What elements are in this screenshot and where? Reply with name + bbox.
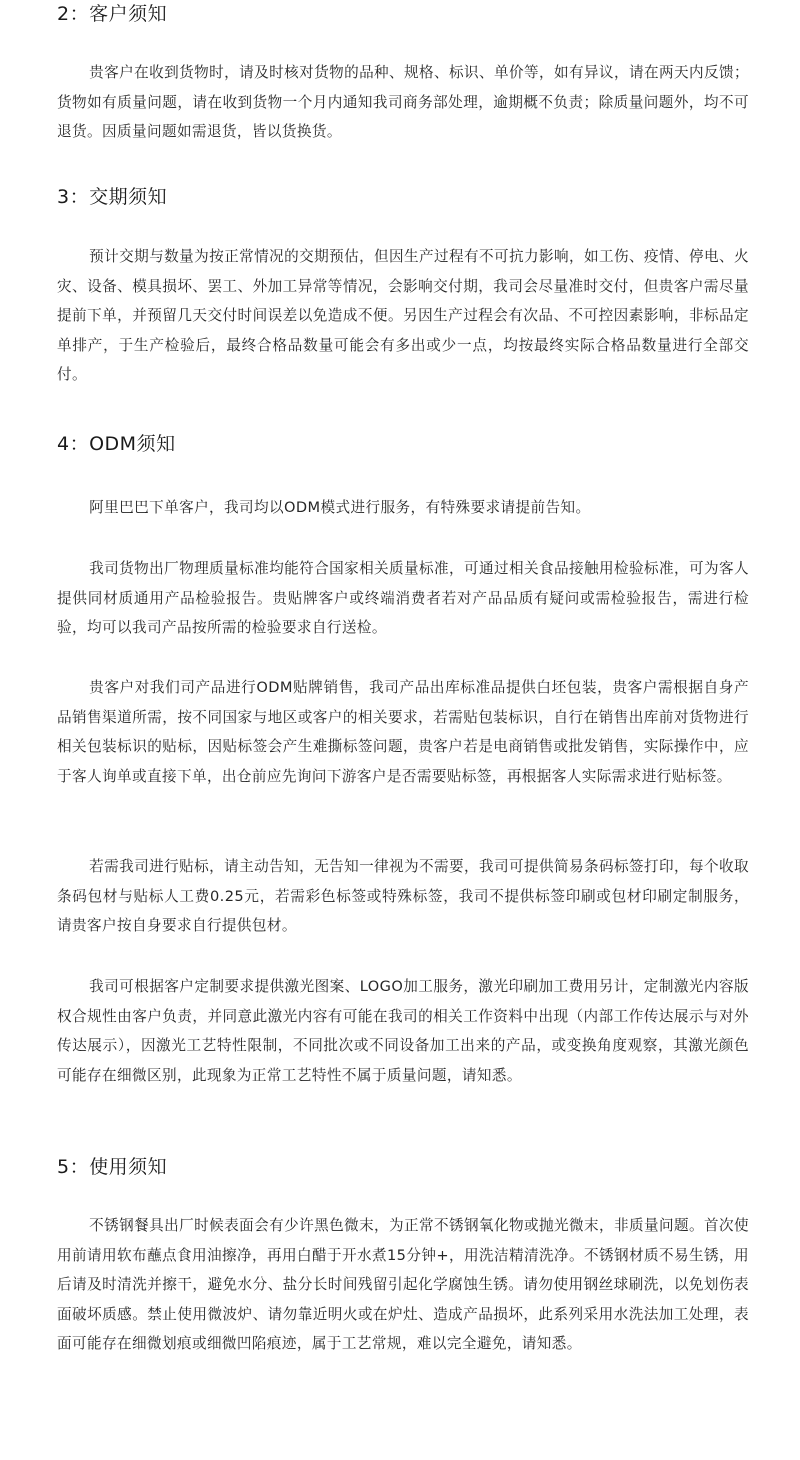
section-paragraph: 贵客户对我们司产品进行ODM贴牌销售，我司产品出库标准品提供白坯包装，贵客户需根据自身产品销售渠道所需，按不同国家与地区或客户的相关要求，若需贴包装标识，自行在销售出库前对货物进行相关包装标识的贴标，因贴标签会产生难撕标签问题，贵客户若是电商销售或批发销售，实际操作中，应于客人询单或直接下单，出仓前应先询问下游客户是否需要贴标签，再根据客人实际需求进行贴标签。 xyxy=(57,679,749,785)
section-paragraph: 贵客户在收到货物时，请及时核对货物的品种、规格、标识、单价等，如有异议，请在两天内反馈；货物如有质量问题，请在收到货物一个月内通知我司商务部处理，逾期概不负责；除质量问题外，均不可退货。因质量问题如需退货，皆以货换货。 xyxy=(57,64,749,140)
section-heading: 3：交期须知 xyxy=(57,186,168,208)
section-heading: 4：ODM须知 xyxy=(57,433,176,455)
section-heading: 2：客户须知 xyxy=(57,3,168,25)
section-paragraph: 我司货物出厂物理质量标准均能符合国家相关质量标准，可通过相关食品接触用检验标准，可为客人提供同材质通用产品检验报告。贵贴牌客户或终端消费者若对产品品质有疑问或需检验报告，需进行检验，均可以我司产品按所需的检验要求自行送检。 xyxy=(57,560,749,636)
section-paragraph: 预计交期与数量为按正常情况的交期预估，但因生产过程有不可抗力影响，如工伤、疫情、停电、火灾、设备、模具损坏、罢工、外加工异常等情况，会影响交付期，我司会尽量准时交付，但贵客户需尽量提前下单，并预留几天交付时间误差以免造成不便。另因生产过程会有次品、不可控因素影响，非标品定单排产，于生产检验后，最终合格品数量可能会有多出或少一点，均按最终实际合格品数量进行全部交付。 xyxy=(57,248,749,383)
section-paragraph: 若需我司进行贴标，请主动告知，无告知一律视为不需要，我司可提供简易条码标签打印，每个收取条码包材与贴标人工费0.25元，若需彩色标签或特殊标签，我司不提供标签印刷或包材印刷定制服务，请贵客户按自身要求自行提供包材。 xyxy=(57,858,749,934)
section-heading: 5：使用须知 xyxy=(57,1156,168,1178)
section-paragraph: 阿里巴巴下单客户，我司均以ODM模式进行服务，有特殊要求请提前告知。 xyxy=(89,499,591,516)
section-paragraph: 我司可根据客户定制要求提供激光图案、LOGO加工服务，激光印刷加工费用另计，定制激光内容版权合规性由客户负责，并同意此激光内容有可能在我司的相关工作资料中出现（内部工作传达展示与对外传达展示），因激光工艺特性限制，不同批次或不同设备加工出来的产品，或变换角度观察，其激光颜色可能存在细微区别，此现象为正常工艺特性不属于质量问题，请知悉。 xyxy=(57,978,749,1084)
section-paragraph: 不锈钢餐具出厂时候表面会有少许黑色微末，为正常不锈钢氧化物或抛光微末，非质量问题。首次使用前请用软布蘸点食用油擦净，再用白醋于开水煮15分钟+，用洗洁精清洗净。不锈钢材质不易生锈，用后请及时清洗并擦干，避免水分、盐分长时间残留引起化学腐蚀生锈。请勿使用钢丝球刷洗，以免划伤表面破坏质感。禁止使用微波炉、请勿靠近明火或在炉灶、造成产品损坏，此系列采用水洗法加工处理，表面可能存在细微划痕或细微凹陷痕迹，属于工艺常规，难以完全避免，请知悉。 xyxy=(57,1217,749,1352)
